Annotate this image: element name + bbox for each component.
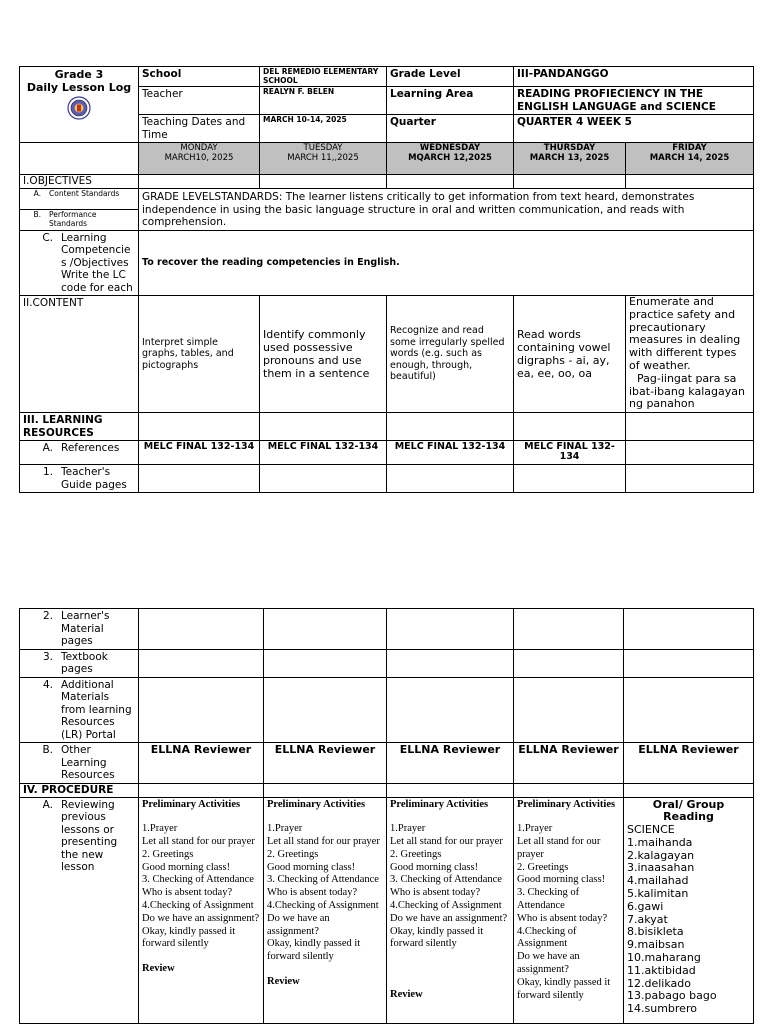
empty-cell [139,413,260,441]
item-label: Teacher's Guide pages [61,466,127,491]
learning-area-label: Learning Area [387,87,514,115]
subject-label: SCIENCE [627,823,675,837]
empty-cell [514,677,624,743]
reference-tuesday: MELC FINAL 132-134 [260,441,387,465]
day-header-friday [626,143,754,175]
grade-level-label: Grade Level [387,67,514,87]
empty-cell [387,413,514,441]
procedure-friday [624,797,754,1023]
review-title: Review [142,963,175,975]
empty-cell [264,609,387,650]
other-resources-tuesday: ELLNA Reviewer [264,743,387,784]
procedure-tuesday [264,797,387,1023]
content-tuesday: Identify commonly used possessive pronouns and use them in a sentence [260,296,387,413]
empty-cell [387,677,514,743]
teacher-value: REALYN F. BELEN [260,87,387,115]
item-number: B. [42,744,53,756]
references-label [20,441,139,465]
day-header-wednesday [387,143,514,175]
content-friday [626,296,754,413]
empty-cell [139,175,260,189]
dll-title: Daily Lesson Log [26,81,132,94]
empty-cell [139,465,260,493]
empty-cell [264,783,387,797]
grade-level-value: III-PANDANGGO [514,67,754,87]
empty-cell [514,649,624,677]
title-cell [20,67,139,143]
day-header-tuesday [260,143,387,175]
empty-cell [139,677,264,743]
item-label: Additional Materials from learning Resources (LR) Portal [61,678,132,741]
quarter-label: Quarter [387,115,514,143]
objectives-heading: I.OBJECTIVES [20,175,139,189]
item-number: 2. [42,610,53,622]
preliminary-steps: 1.Prayer Let all stand for our prayer 2. Greetings Good morning class! 3. Checking of Attendance Who is absent today? 4.Checking of Assignment Do we have an assignment? Okay, kindly passed it forward silently [267,823,380,963]
preliminary-steps: 1.Prayer Let all stand for our prayer 2. Greetings Good morning class! 3. Checking of Attendance Who is absent today? 4.Checking of Assignment Do we have an assignment? Okay, kindly passed it forward silently [517,823,611,1001]
preliminary-title: Preliminary Activities [517,798,616,810]
learning-competency-text: To recover the reading competencies in English. [139,230,754,296]
teachers-guide-label [20,465,139,493]
review-title: Review [267,976,300,988]
item-label: Content Standards [49,189,120,198]
learning-area-value: READING PROFIECIENCY IN THE ENGLISH LANGUAGE and SCIENCE [514,87,754,115]
item-number: A. [42,798,53,811]
item-number: A. [33,189,41,198]
item-label: References [61,442,120,455]
reviewing-lesson-label [20,797,139,1023]
empty-cell [624,609,754,650]
learners-material-label [20,609,139,650]
textbook-pages-label [20,649,139,677]
learning-competencies-label [20,230,139,296]
day-name: THURSDAY [543,143,596,153]
day-header-monday [139,143,260,175]
grade-level-standards: GRADE LEVELSTANDARDS: The learner listens critically to get information from text heard, demonstrates independence in using the basic language structure in oral and written communication, and reads with comprehension. [139,189,754,231]
grade-title: Grade 3 [54,68,104,81]
preliminary-title: Preliminary Activities [142,798,241,810]
learning-resources-heading: III. LEARNING RESOURCES [20,413,139,441]
reference-wednesday: MELC FINAL 132-134 [387,441,514,465]
other-resources-thursday: ELLNA Reviewer [514,743,624,784]
item-label: Textbook pages [61,650,108,675]
reference-thursday: MELC FINAL 132-134 [514,441,626,465]
empty-cell [387,465,514,493]
day-date: MARCH 11,,2025 [287,152,359,163]
day-date: MARCH10, 2025 [164,152,234,163]
content-wednesday: Recognize and read some irregularly spelled words (e.g. such as enough, through, beautiful) [387,296,514,413]
preliminary-steps: 1.Prayer Let all stand for our prayer 2. Greetings Good morning class! 3. Checking of Attendance Who is absent today? 4.Checking of Assignment Do we have an assignment? Okay, kindly passed it forward silently [390,823,508,950]
item-number: 1. [42,466,53,479]
preliminary-title: Preliminary Activities [267,798,366,810]
day-header-thursday [514,143,626,175]
day-name: FRIDAY [672,143,707,153]
empty-cell [387,175,514,189]
other-resources-monday: ELLNA Reviewer [139,743,264,784]
content-friday-english: Enumerate and practice safety and precautionary measures in dealing with different types of weather. [629,295,741,372]
empty-cell [514,783,624,797]
content-standards-label [20,189,139,210]
day-name: MONDAY [180,143,218,153]
item-label: Performance Standards [49,209,97,229]
oral-reading-title: Oral/ Group Reading [652,797,725,824]
deped-seal-icon [67,96,91,120]
empty-cell [260,465,387,493]
content-monday: Interpret simple graphs, tables, and pictographs [139,296,260,413]
empty-cell [514,413,626,441]
content-heading: II.CONTENT [20,296,139,413]
school-label: School [139,67,260,87]
empty-cell [514,175,626,189]
empty-cell [264,649,387,677]
empty-cell [260,175,387,189]
preliminary-title: Preliminary Activities [390,798,489,810]
empty-cell [626,465,754,493]
content-friday-filipino: Pag-iingat para sa ibat-ibang kalagayan ng panahon [629,371,745,411]
day-date: MARCH 13, 2025 [529,152,610,163]
empty-cell [387,649,514,677]
day-name: WEDNESDAY [419,143,481,153]
reference-monday: MELC FINAL 132-134 [139,441,260,465]
empty-cell [626,175,754,189]
item-label: Learning Competencie s /Objectives Write the LC code for each [61,231,133,294]
empty-cell [264,677,387,743]
content-thursday: Read words containing vowel digraphs - ai, ay, ea, ee, oo, oa [514,296,626,413]
item-number: B. [33,209,41,219]
procedure-heading: IV. PROCEDURE [20,783,139,797]
empty-cell [387,783,514,797]
lesson-log-table-page2 [19,608,754,1024]
item-number: 4. [42,678,53,691]
item-label: Reviewing previous lessons or presenting the new lesson [61,798,118,873]
day-date: MARCH 14, 2025 [649,152,730,163]
day-date: MQARCH 12,2025 [408,152,492,163]
item-number: A. [42,442,53,455]
procedure-wednesday [387,797,514,1023]
teacher-label: Teacher [139,87,260,115]
vocabulary-list: 1.maihanda 2.kalagayan 3.inaasahan 4.mailahad 5.kalimitan 6.gawi 7.akyat 8.bisikleta 9.maibsan 10.maharang 11.aktibidad 12.delikado 13.pabago bago 14.sumbrero [627,835,717,1016]
other-resources-label [20,743,139,784]
item-label: Learner's Material pages [61,610,110,647]
item-number: C. [42,231,53,244]
dates-value: MARCH 10-14, 2025 [260,115,387,143]
quarter-value: QUARTER 4 WEEK 5 [514,115,754,143]
empty-cell [139,649,264,677]
review-title: Review [390,989,423,1001]
empty-cell [139,783,264,797]
empty-cell [624,677,754,743]
empty-cell [626,413,754,441]
item-label: Other Learning Resources [61,744,115,781]
preliminary-steps: 1.Prayer Let all stand for our prayer 2. Greetings Good morning class! 3. Checking of Attendance Who is absent today? 4.Checking of Assignment Do we have an assignment? Okay, kindly passed it forward silently [142,823,260,950]
other-resources-wednesday: ELLNA Reviewer [387,743,514,784]
lesson-log-table-page1 [19,66,754,493]
performance-standards-label [20,209,139,230]
additional-materials-label [20,677,139,743]
other-resources-friday: ELLNA Reviewer [624,743,754,784]
item-number: 3. [42,650,53,663]
dates-label: Teaching Dates and Time [139,115,260,143]
empty-cell [514,465,626,493]
empty-cell [387,609,514,650]
empty-cell [139,609,264,650]
empty-cell [514,609,624,650]
empty-cell [624,649,754,677]
procedure-thursday [514,797,624,1023]
day-name: TUESDAY [303,143,343,153]
empty-cell [260,413,387,441]
blank-day-header [20,143,139,175]
empty-cell [624,783,754,797]
school-value: DEL REMEDIO ELEMENTARY SCHOOL [260,67,387,87]
procedure-monday [139,797,264,1023]
empty-cell [626,441,754,465]
